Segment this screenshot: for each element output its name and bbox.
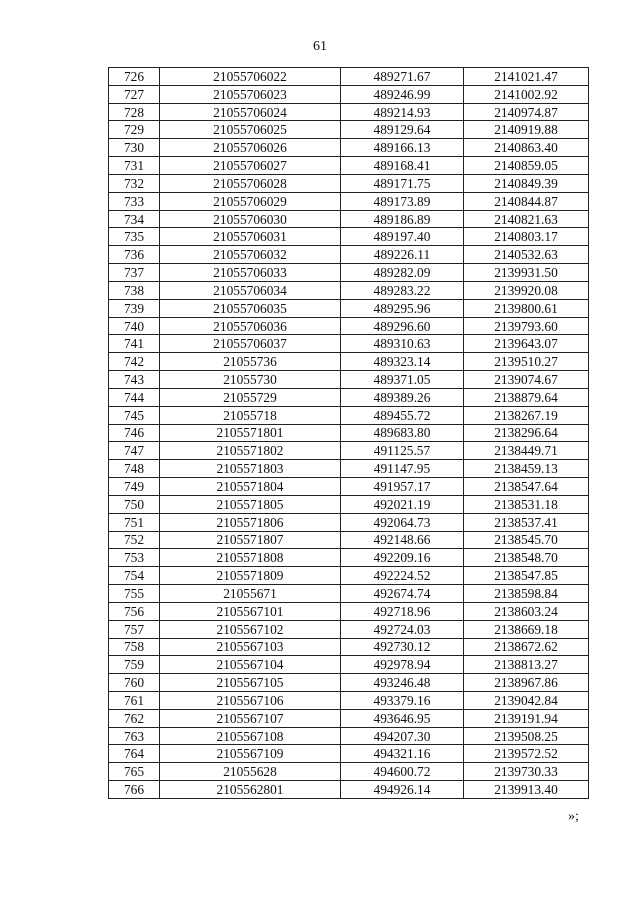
x-coordinate-cell: 489186.89: [341, 210, 464, 228]
table-row: [109, 513, 589, 531]
y-coordinate-cell: 2139931.50: [464, 264, 589, 282]
y-coordinate-cell: 2139913.40: [464, 781, 589, 799]
point-id-cell: 21055706022: [160, 68, 341, 86]
row-number-cell: 736: [109, 246, 160, 264]
x-coordinate-cell: 489168.41: [341, 157, 464, 175]
y-coordinate-cell: 2138669.18: [464, 620, 589, 638]
x-coordinate-cell: 492064.73: [341, 513, 464, 531]
table-row: [109, 567, 589, 585]
point-id-cell: 2105567103: [160, 638, 341, 656]
point-id-cell: 21055718: [160, 406, 341, 424]
y-coordinate-cell: 2138603.24: [464, 602, 589, 620]
table-row: [109, 335, 589, 353]
row-number-cell: 750: [109, 495, 160, 513]
x-coordinate-cell: 492148.66: [341, 531, 464, 549]
row-number-cell: 744: [109, 388, 160, 406]
row-number-cell: 745: [109, 406, 160, 424]
x-coordinate-cell: 492674.74: [341, 585, 464, 603]
x-coordinate-cell: 494600.72: [341, 763, 464, 781]
point-id-cell: 2105571805: [160, 495, 341, 513]
row-number-cell: 726: [109, 68, 160, 86]
point-id-cell: 2105567105: [160, 674, 341, 692]
point-id-cell: 21055729: [160, 388, 341, 406]
y-coordinate-cell: 2139920.08: [464, 281, 589, 299]
y-coordinate-cell: 2138296.64: [464, 424, 589, 442]
x-coordinate-cell: 492724.03: [341, 620, 464, 638]
row-number-cell: 752: [109, 531, 160, 549]
row-number-cell: 754: [109, 567, 160, 585]
point-id-cell: 21055730: [160, 371, 341, 389]
y-coordinate-cell: 2138267.19: [464, 406, 589, 424]
row-number-cell: 759: [109, 656, 160, 674]
row-number-cell: 738: [109, 281, 160, 299]
y-coordinate-cell: 2138879.64: [464, 388, 589, 406]
row-number-cell: 739: [109, 299, 160, 317]
table-row: [109, 85, 589, 103]
y-coordinate-cell: 2138545.70: [464, 531, 589, 549]
table-row: [109, 299, 589, 317]
y-coordinate-cell: 2140859.05: [464, 157, 589, 175]
coordinates-table-body: [109, 68, 589, 799]
y-coordinate-cell: 2139572.52: [464, 745, 589, 763]
row-number-cell: 747: [109, 442, 160, 460]
x-coordinate-cell: 491957.17: [341, 478, 464, 496]
point-id-cell: 2105571806: [160, 513, 341, 531]
y-coordinate-cell: 2139042.84: [464, 691, 589, 709]
row-number-cell: 751: [109, 513, 160, 531]
row-number-cell: 727: [109, 85, 160, 103]
x-coordinate-cell: 491147.95: [341, 460, 464, 478]
y-coordinate-cell: 2139191.94: [464, 709, 589, 727]
table-row: [109, 371, 589, 389]
row-number-cell: 729: [109, 121, 160, 139]
y-coordinate-cell: 2140974.87: [464, 103, 589, 121]
row-number-cell: 734: [109, 210, 160, 228]
table-row: [109, 460, 589, 478]
table-row: [109, 656, 589, 674]
x-coordinate-cell: 489296.60: [341, 317, 464, 335]
x-coordinate-cell: 491125.57: [341, 442, 464, 460]
table-row: [109, 745, 589, 763]
y-coordinate-cell: 2140532.63: [464, 246, 589, 264]
y-coordinate-cell: 2141002.92: [464, 85, 589, 103]
row-number-cell: 742: [109, 353, 160, 371]
point-id-cell: 2105571804: [160, 478, 341, 496]
point-id-cell: 21055706026: [160, 139, 341, 157]
y-coordinate-cell: 2140919.88: [464, 121, 589, 139]
point-id-cell: 21055706028: [160, 174, 341, 192]
point-id-cell: 2105567106: [160, 691, 341, 709]
y-coordinate-cell: 2140803.17: [464, 228, 589, 246]
row-number-cell: 743: [109, 371, 160, 389]
y-coordinate-cell: 2138547.64: [464, 478, 589, 496]
table-row: [109, 620, 589, 638]
table-row: [109, 709, 589, 727]
row-number-cell: 758: [109, 638, 160, 656]
point-id-cell: 21055671: [160, 585, 341, 603]
point-id-cell: 2105571802: [160, 442, 341, 460]
y-coordinate-cell: 2138967.86: [464, 674, 589, 692]
table-row: [109, 691, 589, 709]
row-number-cell: 737: [109, 264, 160, 282]
x-coordinate-cell: 493646.95: [341, 709, 464, 727]
x-coordinate-cell: 492730.12: [341, 638, 464, 656]
row-number-cell: 756: [109, 602, 160, 620]
row-number-cell: 749: [109, 478, 160, 496]
y-coordinate-cell: 2139510.27: [464, 353, 589, 371]
y-coordinate-cell: 2138672.62: [464, 638, 589, 656]
table-row: [109, 353, 589, 371]
point-id-cell: 21055736: [160, 353, 341, 371]
row-number-cell: 755: [109, 585, 160, 603]
point-id-cell: 2105571803: [160, 460, 341, 478]
y-coordinate-cell: 2138537.41: [464, 513, 589, 531]
row-number-cell: 728: [109, 103, 160, 121]
y-coordinate-cell: 2141021.47: [464, 68, 589, 86]
y-coordinate-cell: 2138459.13: [464, 460, 589, 478]
table-row: [109, 424, 589, 442]
row-number-cell: 763: [109, 727, 160, 745]
point-id-cell: 21055706034: [160, 281, 341, 299]
table-row: [109, 139, 589, 157]
table-row: [109, 478, 589, 496]
point-id-cell: 21055706024: [160, 103, 341, 121]
x-coordinate-cell: 494926.14: [341, 781, 464, 799]
row-number-cell: 741: [109, 335, 160, 353]
point-id-cell: 21055706033: [160, 264, 341, 282]
table-row: [109, 531, 589, 549]
y-coordinate-cell: 2140821.63: [464, 210, 589, 228]
table-row: [109, 727, 589, 745]
point-id-cell: 21055706031: [160, 228, 341, 246]
table-row: [109, 281, 589, 299]
table-row: [109, 68, 589, 86]
x-coordinate-cell: 489197.40: [341, 228, 464, 246]
row-number-cell: 757: [109, 620, 160, 638]
table-row: [109, 192, 589, 210]
coordinates-table: [108, 67, 589, 799]
x-coordinate-cell: 494321.16: [341, 745, 464, 763]
x-coordinate-cell: 492978.94: [341, 656, 464, 674]
x-coordinate-cell: 489323.14: [341, 353, 464, 371]
x-coordinate-cell: 489214.93: [341, 103, 464, 121]
table-row: [109, 638, 589, 656]
row-number-cell: 746: [109, 424, 160, 442]
y-coordinate-cell: 2139074.67: [464, 371, 589, 389]
table-row: [109, 388, 589, 406]
x-coordinate-cell: 494207.30: [341, 727, 464, 745]
row-number-cell: 760: [109, 674, 160, 692]
x-coordinate-cell: 489173.89: [341, 192, 464, 210]
row-number-cell: 765: [109, 763, 160, 781]
row-number-cell: 766: [109, 781, 160, 799]
y-coordinate-cell: 2139730.33: [464, 763, 589, 781]
row-number-cell: 764: [109, 745, 160, 763]
point-id-cell: 21055706035: [160, 299, 341, 317]
point-id-cell: 21055706037: [160, 335, 341, 353]
row-number-cell: 740: [109, 317, 160, 335]
point-id-cell: 2105567107: [160, 709, 341, 727]
x-coordinate-cell: 493246.48: [341, 674, 464, 692]
x-coordinate-cell: 492224.52: [341, 567, 464, 585]
point-id-cell: 21055706023: [160, 85, 341, 103]
y-coordinate-cell: 2139508.25: [464, 727, 589, 745]
y-coordinate-cell: 2139643.07: [464, 335, 589, 353]
point-id-cell: 21055706032: [160, 246, 341, 264]
x-coordinate-cell: 489371.05: [341, 371, 464, 389]
closing-mark: »;: [568, 809, 579, 824]
x-coordinate-cell: 489389.26: [341, 388, 464, 406]
table-row: [109, 781, 589, 799]
table-row: [109, 246, 589, 264]
point-id-cell: 2105571807: [160, 531, 341, 549]
point-id-cell: 21055706030: [160, 210, 341, 228]
table-row: [109, 763, 589, 781]
point-id-cell: 21055706025: [160, 121, 341, 139]
table-row: [109, 174, 589, 192]
table-row: [109, 103, 589, 121]
x-coordinate-cell: 489283.22: [341, 281, 464, 299]
x-coordinate-cell: 489455.72: [341, 406, 464, 424]
x-coordinate-cell: 489246.99: [341, 85, 464, 103]
row-number-cell: 733: [109, 192, 160, 210]
table-row: [109, 495, 589, 513]
point-id-cell: 2105571801: [160, 424, 341, 442]
table-row: [109, 602, 589, 620]
table-row: [109, 157, 589, 175]
point-id-cell: 21055628: [160, 763, 341, 781]
y-coordinate-cell: 2139793.60: [464, 317, 589, 335]
point-id-cell: 2105567101: [160, 602, 341, 620]
point-id-cell: 2105567108: [160, 727, 341, 745]
x-coordinate-cell: 489129.64: [341, 121, 464, 139]
row-number-cell: 761: [109, 691, 160, 709]
x-coordinate-cell: 489171.75: [341, 174, 464, 192]
row-number-cell: 732: [109, 174, 160, 192]
point-id-cell: 21055706036: [160, 317, 341, 335]
point-id-cell: 21055706027: [160, 157, 341, 175]
y-coordinate-cell: 2140863.40: [464, 139, 589, 157]
table-row: [109, 442, 589, 460]
x-coordinate-cell: 492209.16: [341, 549, 464, 567]
row-number-cell: 748: [109, 460, 160, 478]
point-id-cell: 2105567102: [160, 620, 341, 638]
y-coordinate-cell: 2138547.85: [464, 567, 589, 585]
x-coordinate-cell: 492718.96: [341, 602, 464, 620]
x-coordinate-cell: 489271.67: [341, 68, 464, 86]
point-id-cell: 2105571809: [160, 567, 341, 585]
table-row: [109, 674, 589, 692]
y-coordinate-cell: 2138598.84: [464, 585, 589, 603]
x-coordinate-cell: 493379.16: [341, 691, 464, 709]
y-coordinate-cell: 2140844.87: [464, 192, 589, 210]
point-id-cell: 2105567104: [160, 656, 341, 674]
x-coordinate-cell: 489282.09: [341, 264, 464, 282]
table-row: [109, 585, 589, 603]
table-row: [109, 121, 589, 139]
table-row: [109, 228, 589, 246]
y-coordinate-cell: 2139800.61: [464, 299, 589, 317]
table-row: [109, 210, 589, 228]
page-number: 61: [313, 39, 327, 54]
x-coordinate-cell: 489166.13: [341, 139, 464, 157]
x-coordinate-cell: 489310.63: [341, 335, 464, 353]
table-row: [109, 406, 589, 424]
y-coordinate-cell: 2138548.70: [464, 549, 589, 567]
row-number-cell: 762: [109, 709, 160, 727]
x-coordinate-cell: 492021.19: [341, 495, 464, 513]
point-id-cell: 2105571808: [160, 549, 341, 567]
point-id-cell: 2105562801: [160, 781, 341, 799]
y-coordinate-cell: 2138531.18: [464, 495, 589, 513]
point-id-cell: 21055706029: [160, 192, 341, 210]
table-row: [109, 264, 589, 282]
y-coordinate-cell: 2140849.39: [464, 174, 589, 192]
table-row: [109, 549, 589, 567]
x-coordinate-cell: 489226.11: [341, 246, 464, 264]
row-number-cell: 735: [109, 228, 160, 246]
table-row: [109, 317, 589, 335]
x-coordinate-cell: 489295.96: [341, 299, 464, 317]
row-number-cell: 730: [109, 139, 160, 157]
row-number-cell: 753: [109, 549, 160, 567]
y-coordinate-cell: 2138449.71: [464, 442, 589, 460]
y-coordinate-cell: 2138813.27: [464, 656, 589, 674]
x-coordinate-cell: 489683.80: [341, 424, 464, 442]
point-id-cell: 2105567109: [160, 745, 341, 763]
row-number-cell: 731: [109, 157, 160, 175]
